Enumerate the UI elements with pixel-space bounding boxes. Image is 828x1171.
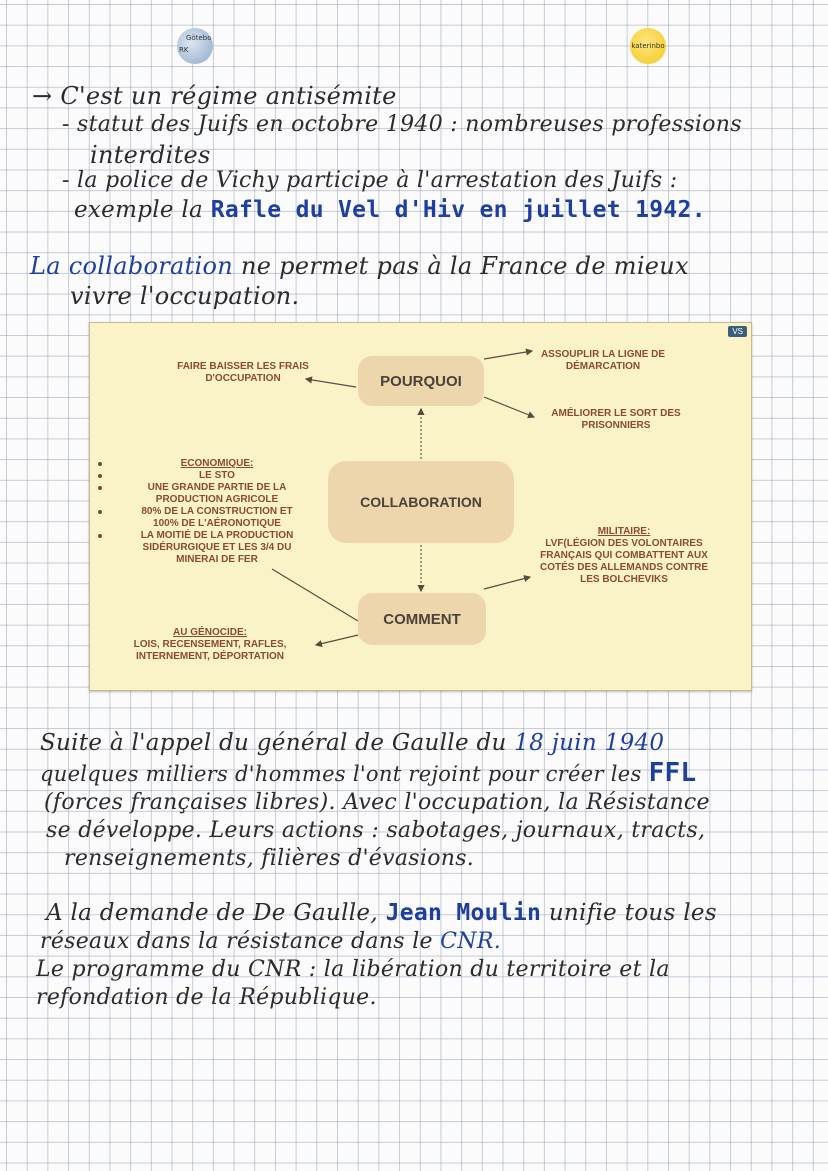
note-line-6 [30, 253, 689, 279]
para-2-start: quelques milliers d'hommes l'ont rejoint pour créer les [40, 762, 649, 786]
bullet-3 [98, 486, 102, 490]
para-line-9: refondation de la République. [36, 985, 377, 1010]
collaboration-highlight: La collaboration [30, 252, 234, 280]
para-line-4: se développe. Leurs actions : sabotages, journaux, tracts, [46, 818, 706, 843]
note-line-4: - la police de Vichy participe à l'arrestation des Juifs : [62, 168, 678, 193]
para-7-start: réseaux dans la résistance dans le [40, 929, 441, 954]
arrow-to-prisonniers [484, 397, 534, 417]
eco-label [110, 458, 324, 566]
arrow-to-genocide [316, 635, 358, 645]
collaboration-diagram [89, 322, 752, 691]
genocide-label [112, 627, 308, 663]
arrow-to-eco [272, 569, 358, 621]
note-line-1: → C'est un régime antisémite [32, 82, 397, 110]
para-line-7 [40, 929, 501, 955]
para-line-5: renseignements, filières d'évasions. [64, 846, 475, 871]
prisonniers-label [536, 408, 696, 432]
avatar-right-label: katerinbo [631, 42, 665, 50]
avatar-left-initials: RK [179, 46, 189, 54]
arrow-to-ligne [484, 351, 532, 359]
ligne-line-1: ASSOUPLIR LA LIGNE DE [540, 349, 666, 360]
gen-line-1: LOIS, RECENSEMENT, RAFLES, [133, 639, 287, 650]
rafle-highlight: Rafle du Vel d'Hiv en juillet 1942. [210, 197, 706, 223]
ligne-line-2: DÉMARCATION [565, 361, 641, 372]
frais-label [168, 361, 318, 385]
gen-line-2: INTERNEMENT, DÉPORTATION [136, 651, 284, 662]
ffl-highlight: FFL [648, 758, 697, 788]
para-line-6 [46, 900, 717, 926]
para-line-8: Le programme du CNR : la libération du territoire et la [36, 957, 670, 982]
user-avatar-left [177, 28, 213, 64]
bullet-1 [98, 462, 102, 466]
frais-line-1: FAIRE BAISSER LES FRAIS [177, 361, 309, 372]
cnr-highlight: CNR. [440, 929, 501, 954]
para-6-end: unifie tous les [541, 900, 717, 926]
eco-line-7: SIDÉRURGIQUE ET LES 3/4 DU [142, 542, 292, 553]
note-line-5-start: exemple la [74, 197, 211, 223]
bullet-2 [98, 474, 102, 478]
eco-line-1: LE STO [199, 470, 235, 481]
eco-title: ECONOMIQUE: [180, 458, 254, 469]
para-line-3: (forces françaises libres). Avec l'occupation, la Résistance [44, 790, 710, 815]
militaire-label [514, 526, 734, 586]
militaire-title: MILITAIRE: [597, 526, 651, 537]
mil-line-4: LES BOLCHEVIKS [580, 574, 668, 585]
frais-line-2: D'OCCUPATION [205, 373, 281, 384]
mil-line-3: COTÉS DES ALLEMANDS CONTRE [540, 562, 708, 573]
note-line-7: vivre l'occupation. [70, 282, 300, 310]
mil-line-1: LVF(LÉGION DES VOLONTAIRES [545, 538, 703, 549]
note-line-3: interdites [90, 141, 211, 169]
para-line-2 [40, 760, 696, 787]
eco-line-4: 80% DE LA CONSTRUCTION ET [141, 506, 293, 517]
note-line-5 [74, 197, 706, 223]
jean-moulin-highlight: Jean Moulin [385, 900, 542, 926]
para-6-start: A la demande de De Gaulle, [46, 900, 386, 926]
pourquoi-node: POURQUOI [358, 356, 484, 406]
mil-line-2: FRANÇAIS QUI COMBATTENT AUX [540, 550, 708, 561]
avatar-left-label: Götebo [186, 34, 212, 42]
collaboration-node: COLLABORATION [328, 461, 514, 543]
user-avatar-right [630, 28, 666, 64]
note-line-2: - statut des Juifs en octobre 1940 : nombreuses professions [62, 112, 742, 137]
prisonniers-line-2: PRISONNIERS [581, 420, 651, 431]
eco-line-6: LA MOITIÉ DE LA PRODUCTION [140, 530, 294, 541]
bullet-4 [98, 510, 102, 514]
comment-node: COMMENT [358, 593, 486, 645]
date-highlight: 18 juin 1940 [514, 730, 665, 756]
para-line-1 [40, 730, 664, 756]
prisonniers-line-1: AMÉLIORER LE SORT DES [551, 408, 681, 419]
genocide-title: AU GÉNOCIDE: [173, 627, 247, 638]
eco-line-2: UNE GRANDE PARTIE DE LA [147, 482, 287, 493]
eco-line-8: MINERAI DE FER [176, 554, 258, 565]
para-1-start: Suite à l'appel du général de Gaulle du [40, 730, 515, 756]
note-line-6-rest: ne permet pas à la France de mieux [233, 252, 689, 280]
vs-badge: VS [728, 326, 747, 337]
eco-line-5: 100% DE L'AÉRONOTIQUE [153, 518, 281, 529]
bullet-5 [98, 534, 102, 538]
ligne-label [528, 349, 678, 373]
eco-line-3: PRODUCTION AGRICOLE [155, 494, 279, 505]
